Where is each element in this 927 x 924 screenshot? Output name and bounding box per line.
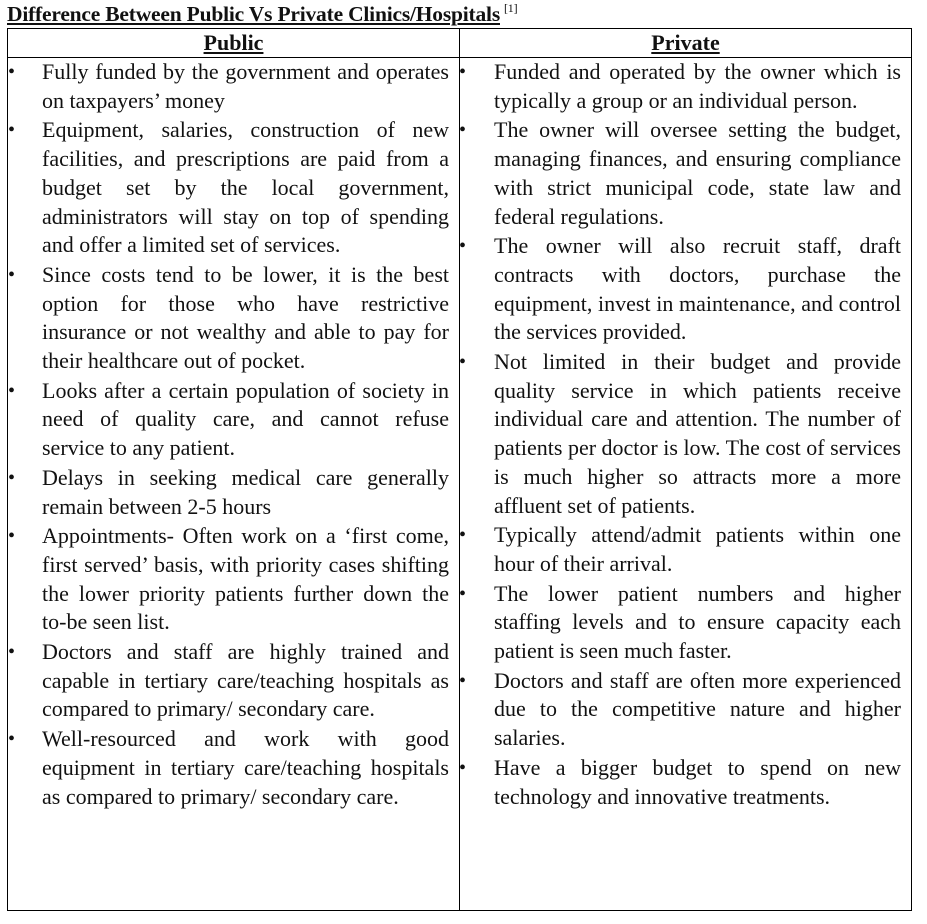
- bullet-icon: •: [8, 379, 16, 402]
- list-item-text: Doctors and staff are often more experienced due to the competitive nature and higher salaries.: [494, 667, 901, 751]
- list-item-text: Have a bigger budget to spend on new technology and innovative treatments.: [494, 754, 901, 809]
- bullet-icon: •: [8, 525, 16, 548]
- bullet-icon: •: [459, 119, 467, 142]
- list-item-text: Well-resourced and work with good equipment in tertiary care/teaching hospitals as compared to primary/ secondary care.: [42, 726, 449, 809]
- bullet-icon: •: [8, 119, 16, 142]
- list-item: [460, 521, 911, 578]
- list-item-text: Not limited in their budget and provide quality service in which patients receive individual care and attention. The number of patients per doctor is low. The cost of services is much higher so attracts more a more affluent set of patients.: [494, 349, 901, 518]
- public-column-header: Public: [8, 29, 460, 58]
- bullet-icon: •: [459, 756, 467, 779]
- bullet-icon: •: [8, 61, 16, 83]
- public-cell: [8, 58, 460, 911]
- list-item: [460, 348, 911, 520]
- reference-marker: [1]: [504, 1, 518, 15]
- bullet-icon: •: [459, 235, 467, 258]
- list-item-text: The owner will oversee setting the budget, managing finances, and ensuring compliance with strict municipal code, state law and federal regulations.: [494, 117, 901, 229]
- bullet-icon: •: [8, 641, 16, 664]
- bullet-icon: •: [8, 728, 16, 751]
- list-item: [460, 667, 911, 753]
- list-item-text: Typically attend/admit patients within one hour of their arrival.: [494, 522, 901, 576]
- list-item: [8, 464, 459, 521]
- public-list: [8, 58, 459, 811]
- list-item: [460, 580, 911, 666]
- private-column-header: Private: [460, 29, 912, 58]
- list-item-text: Since costs tend to be lower, it is the best option for those who have restrictive insurance or not wealthy and able to pay for their healthcare out of pocket.: [42, 261, 449, 374]
- list-item-text: Funded and operated by the owner which is typically a group or an individual person.: [494, 59, 901, 113]
- list-item-text: Equipment, salaries, construction of new facilities, and prescriptions are paid from a budget set by the local government, administrators will stay on top of spending and offer a limited set of services.: [42, 117, 449, 258]
- list-item-text: Looks after a certain population of society in need of quality care, and cannot refuse service to any patient.: [42, 377, 449, 461]
- list-item: [460, 232, 911, 347]
- list-item: [8, 638, 459, 724]
- list-item: [460, 116, 911, 231]
- list-item-text: The owner will also recruit staff, draft contracts with doctors, purchase the equipment, invest in maintenance, and control the services provided.: [494, 233, 901, 345]
- bullet-icon: •: [8, 263, 16, 286]
- title-text: Difference Between Public Vs Private Clinics/Hospitals: [7, 2, 500, 26]
- list-item: [8, 725, 459, 811]
- content-row: [8, 58, 912, 911]
- bullet-icon: •: [459, 582, 467, 605]
- list-item: [8, 116, 459, 260]
- list-item-text: Delays in seeking medical care generally remain between 2-5 hours: [42, 464, 449, 519]
- bullet-icon: •: [459, 351, 467, 374]
- list-item: [8, 261, 459, 376]
- comparison-table: [7, 28, 912, 911]
- list-item: [460, 754, 911, 811]
- list-item: [8, 377, 459, 463]
- bullet-icon: •: [459, 669, 467, 692]
- list-item: [8, 58, 459, 115]
- bullet-icon: •: [459, 524, 467, 547]
- private-cell: [460, 58, 912, 911]
- list-item-text: Fully funded by the government and operates on taxpayers’ money: [42, 59, 449, 113]
- list-item-text: Appointments- Often work on a ‘first come, first served’ basis, with priority cases shifting the lower priority patients further down the to-be seen list.: [42, 523, 449, 635]
- list-item: [8, 522, 459, 637]
- header-row: [8, 29, 912, 58]
- list-item-text: The lower patient numbers and higher staffing levels and to ensure capacity each patient is seen much faster.: [494, 580, 901, 664]
- private-list: [460, 58, 911, 811]
- list-item: [460, 58, 911, 115]
- page-title: [7, 2, 517, 27]
- bullet-icon: •: [8, 466, 16, 489]
- bullet-icon: •: [459, 61, 467, 83]
- list-item-text: Doctors and staff are highly trained and capable in tertiary care/teaching hospitals as compared to primary/ secondary care.: [42, 639, 449, 722]
